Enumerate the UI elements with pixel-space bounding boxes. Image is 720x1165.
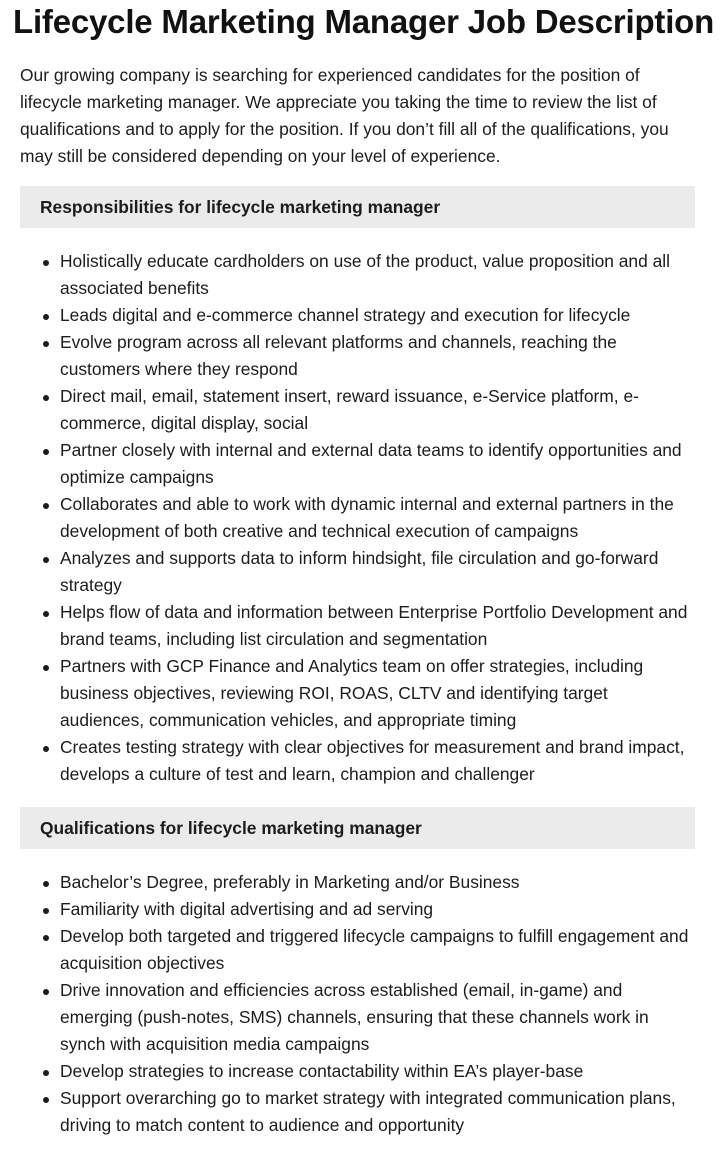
list-item — [20, 923, 696, 977]
list-item-text: Develop both targeted and triggered lifecycle campaigns to fulfill engagement and acquisition objectives — [60, 926, 689, 973]
list-item-text: Drive innovation and efficiencies across established (email, in-game) and emerging (push-notes, SMS) channels, ensuring that these channels work in synch with acquisition media campaigns — [60, 980, 649, 1054]
list-item — [20, 734, 696, 788]
list-item — [20, 437, 696, 491]
bullet-icon — [43, 908, 49, 914]
list-item-text: Develop strategies to increase contactability within EA’s player-base — [60, 1061, 584, 1081]
bullet-icon — [43, 611, 49, 617]
bullet-icon — [43, 935, 49, 941]
list-item — [20, 491, 696, 545]
list-item — [20, 383, 696, 437]
bullet-icon — [43, 665, 49, 671]
list-item-text: Helps flow of data and information between Enterprise Portfolio Development and brand teams, including list circulation and segmentation — [60, 602, 688, 649]
list-item — [20, 1085, 696, 1139]
list-item — [20, 896, 696, 923]
list-item-text: Creates testing strategy with clear objectives for measurement and brand impact, develops a culture of test and learn, champion and challenger — [60, 737, 685, 784]
list-item-text: Partners with GCP Finance and Analytics team on offer strategies, including business objectives, reviewing ROI, ROAS, CLTV and identifying target audiences, communication vehicles, and appropriate timing — [60, 656, 644, 730]
list-item-text: Partner closely with internal and external data teams to identify opportunities and optimize campaigns — [60, 440, 682, 487]
responsibilities-list — [20, 248, 696, 788]
list-item — [20, 1058, 696, 1085]
bullet-icon — [43, 449, 49, 455]
bullet-icon — [43, 260, 49, 266]
list-item — [20, 302, 696, 329]
bullet-icon — [43, 557, 49, 563]
list-item-text: Support overarching go to market strategy with integrated communication plans, driving to match content to audience and opportunity — [60, 1088, 676, 1135]
page-title: Lifecycle Marketing Manager Job Description — [13, 3, 715, 40]
bullet-icon — [43, 989, 49, 995]
list-item-text: Analyzes and supports data to inform hindsight, file circulation and go-forward strategy — [60, 548, 659, 595]
bullet-icon — [43, 503, 49, 509]
list-item — [20, 248, 696, 302]
bullet-icon — [43, 314, 49, 320]
list-item — [20, 599, 696, 653]
responsibilities-heading: Responsibilities for lifecycle marketing manager — [20, 186, 695, 228]
list-item-text: Familiarity with digital advertising and ad serving — [60, 899, 434, 919]
list-item — [20, 869, 696, 896]
list-item-text: Evolve program across all relevant platforms and channels, reaching the customers where they respond — [60, 332, 617, 379]
bullet-icon — [43, 395, 49, 401]
bullet-icon — [43, 1070, 49, 1076]
list-item-text: Collaborates and able to work with dynamic internal and external partners in the development of both creative and technical execution of campaigns — [60, 494, 674, 541]
bullet-icon — [43, 341, 49, 347]
list-item — [20, 653, 696, 734]
list-item-text: Holistically educate cardholders on use of the product, value proposition and all associated benefits — [60, 251, 671, 298]
list-item-text: Direct mail, email, statement insert, reward issuance, e-Service platform, e-commerce, digital display, social — [60, 386, 639, 433]
list-item — [20, 329, 696, 383]
bullet-icon — [43, 746, 49, 752]
list-item — [20, 977, 696, 1058]
list-item-text: Bachelor’s Degree, preferably in Marketing and/or Business — [60, 872, 520, 892]
qualifications-heading: Qualifications for lifecycle marketing manager — [20, 807, 695, 849]
list-item-text: Leads digital and e-commerce channel strategy and execution for lifecycle — [60, 305, 631, 325]
bullet-icon — [43, 1097, 49, 1103]
qualifications-list — [20, 869, 696, 1139]
bullet-icon — [43, 881, 49, 887]
list-item — [20, 545, 696, 599]
intro-paragraph: Our growing company is searching for experienced candidates for the position of lifecycle marketing manager. We appreciate you taking the time to review the list of qualifications and to apply for the position. If you don’t fill all of the qualifications, you may still be considered depending on your level of experience. — [20, 65, 669, 166]
